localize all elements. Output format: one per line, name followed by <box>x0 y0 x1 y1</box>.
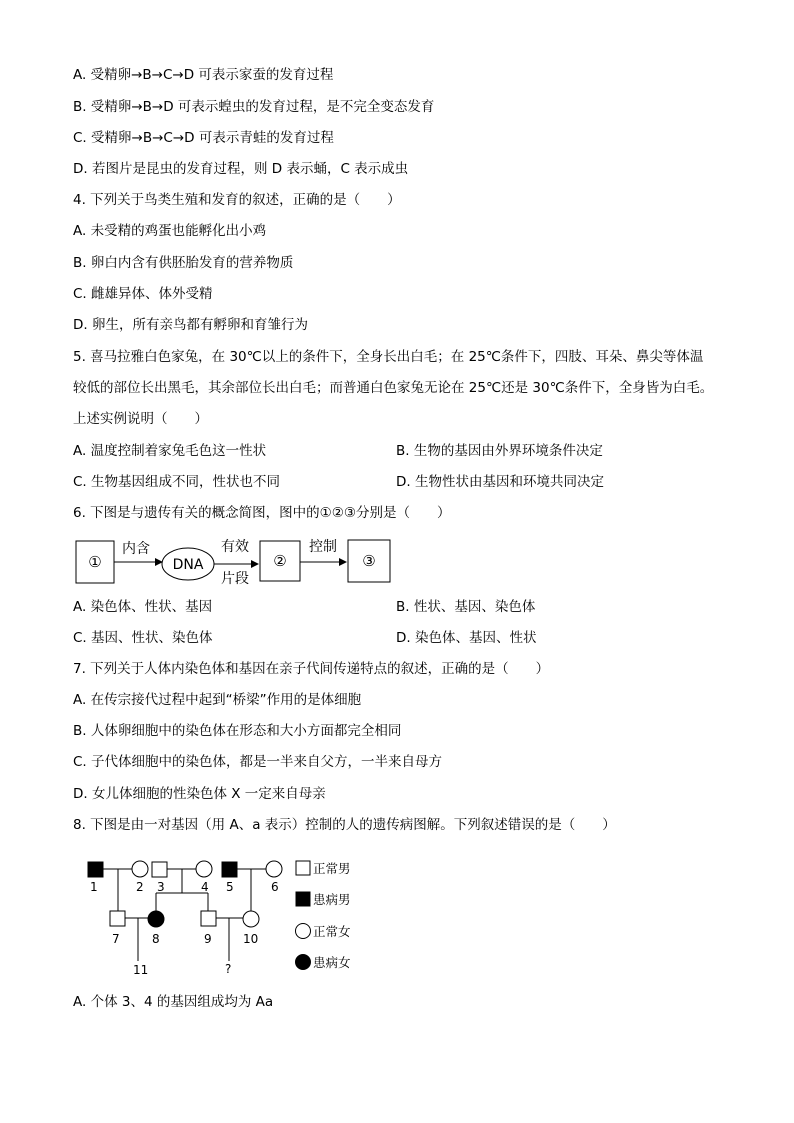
q4-option-b: B. 卵白内含有供胚胎发育的营养物质 <box>73 255 294 271</box>
q4-option-d: D. 卵生，所有亲鸟都有孵卵和育雏行为 <box>73 317 308 333</box>
label-2: 2 <box>136 880 144 894</box>
individual-2 <box>132 861 148 877</box>
q6-option-d: D. 染色体、基因、性状 <box>396 630 537 646</box>
diagram-box-2-label: ② <box>273 552 287 570</box>
q6-option-b: B. 性状、基因、染色体 <box>396 599 536 615</box>
individual-5 <box>222 862 237 877</box>
q8-stem: 8. 下图是由一对基因（用 A、a 表示）控制的人的遗传病图解。下列叙述错误的是（ ） <box>73 817 616 833</box>
q7-option-d: D. 女儿体细胞的性染色体 X 一定来自母亲 <box>73 786 326 802</box>
q5-stem-line3: 上述实例说明（ ） <box>73 411 208 427</box>
label-10: 10 <box>243 932 259 946</box>
individual-8 <box>148 911 164 927</box>
q7-option-c: C. 子代体细胞中的染色体，都是一半来自父方，一半来自母方 <box>73 754 443 770</box>
pedigree-chart <box>80 853 370 983</box>
q3-option-c: C. 受精卵→B→C→D 可表示青蛙的发育过程 <box>73 130 334 146</box>
q8-option-a: A. 个体 3、4 的基因组成均为 Aa <box>73 994 274 1010</box>
individual-4 <box>196 861 212 877</box>
diagram-dna-label: DNA <box>172 557 204 573</box>
q5-stem-line2: 较低的部位长出黑毛，其余部位长出白毛；而普通白色家兔无论在 25℃还是 30℃条件下，全身皆为白毛。 <box>73 380 714 396</box>
q5-option-d: D. 生物性状由基因和环境共同决定 <box>396 474 604 490</box>
q5-option-b: B. 生物的基因由外界环境条件决定 <box>396 443 603 459</box>
arrow-control-label: 控制 <box>309 539 337 555</box>
q5-option-a: A. 温度控制着家兔毛色这一性状 <box>73 443 267 459</box>
label-11: 11 <box>133 963 149 977</box>
label-3: 3 <box>157 880 165 894</box>
label-unknown: ? <box>225 962 232 976</box>
arrow-effective-label-top: 有效 <box>221 539 249 555</box>
q4-option-a: A. 未受精的鸡蛋也能孵化出小鸡 <box>73 223 267 239</box>
individual-9 <box>201 911 216 926</box>
q5-option-c: C. 生物基因组成不同，性状也不同 <box>73 474 281 490</box>
concept-diagram <box>70 533 400 589</box>
individual-10 <box>243 911 259 927</box>
arrow-effective-label-bottom: 片段 <box>221 571 249 587</box>
legend-affected-female-icon <box>296 955 311 970</box>
legend-normal-male-icon <box>296 861 310 875</box>
legend-normal-female-icon <box>296 924 311 939</box>
label-5: 5 <box>226 880 234 894</box>
q3-option-d: D. 若图片是昆虫的发育过程，则 D 表示蛹，C 表示成虫 <box>73 161 409 177</box>
legend-affected-male: 患病男 <box>313 892 351 907</box>
legend-normal-female: 正常女 <box>313 924 351 939</box>
diagram-box-1-label: ① <box>88 553 102 571</box>
label-1: 1 <box>90 880 98 894</box>
legend-affected-male-icon <box>296 892 310 906</box>
individual-3 <box>152 862 167 877</box>
label-8: 8 <box>152 932 160 946</box>
label-4: 4 <box>201 880 209 894</box>
label-7: 7 <box>112 932 120 946</box>
q7-stem: 7. 下列关于人体内染色体和基因在亲子代间传递特点的叙述，正确的是（ ） <box>73 661 550 677</box>
q6-option-a: A. 染色体、性状、基因 <box>73 599 213 615</box>
arrow-contains-label: 内含 <box>122 541 150 557</box>
individual-6 <box>266 861 282 877</box>
q4-stem: 4. 下列关于鸟类生殖和发育的叙述，正确的是（ ） <box>73 192 401 208</box>
individual-1 <box>88 862 103 877</box>
label-9: 9 <box>204 932 212 946</box>
diagram-box-3-label: ③ <box>362 552 376 570</box>
q7-option-a: A. 在传宗接代过程中起到“桥梁”作用的是体细胞 <box>73 692 362 708</box>
q3-option-b: B. 受精卵→B→D 可表示蝗虫的发育过程，是不完全变态发育 <box>73 99 435 115</box>
q6-option-c: C. 基因、性状、染色体 <box>73 630 213 646</box>
label-6: 6 <box>271 880 279 894</box>
q6-stem: 6. 下图是与遗传有关的概念简图，图中的①②③分别是（ ） <box>73 505 451 521</box>
q3-option-a: A. 受精卵→B→C→D 可表示家蚕的发育过程 <box>73 67 334 83</box>
q5-stem-line1: 5. 喜马拉雅白色家兔，在 30℃以上的条件下，全身长出白毛；在 25℃条件下，四肢、耳朵、鼻尖等体温 <box>73 349 704 365</box>
individual-7 <box>110 911 125 926</box>
q4-option-c: C. 雌雄异体、体外受精 <box>73 286 213 302</box>
q7-option-b: B. 人体卵细胞中的染色体在形态和大小方面都完全相同 <box>73 723 402 739</box>
legend-normal-male: 正常男 <box>313 861 351 876</box>
legend-affected-female: 患病女 <box>313 955 351 970</box>
